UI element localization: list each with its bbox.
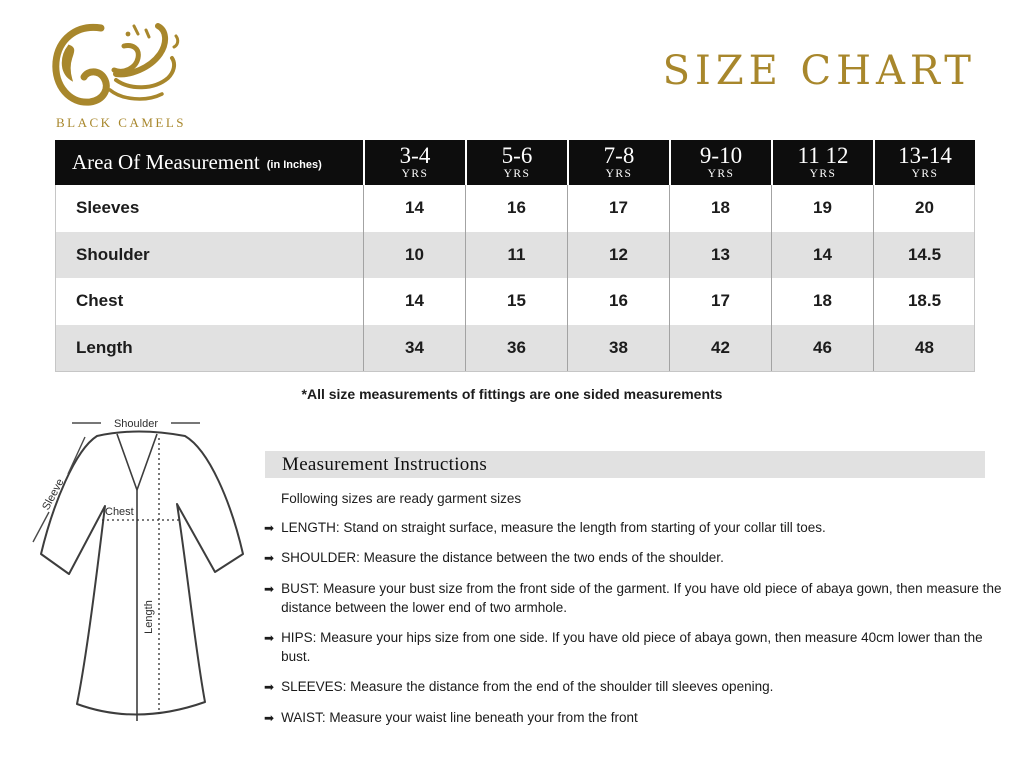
table-row bbox=[56, 232, 974, 279]
size-table bbox=[55, 140, 975, 372]
measurement-value: 11 bbox=[465, 232, 567, 279]
measurement-value: 14 bbox=[771, 232, 873, 279]
diagram-length-label: Length bbox=[143, 600, 155, 634]
instruction-item bbox=[264, 709, 1012, 728]
measurement-value: 14.5 bbox=[873, 232, 975, 279]
arrow-bullet-icon: ➡ bbox=[264, 581, 275, 596]
diagram-shoulder-label: Shoulder bbox=[113, 418, 159, 430]
diagram-chest-label: Chest bbox=[105, 506, 134, 518]
instruction-text: LENGTH: Stand on straight surface, measure the length from starting of your collar till toes. bbox=[281, 520, 826, 535]
measurement-value: 18.5 bbox=[873, 278, 975, 325]
measurement-value: 12 bbox=[567, 232, 669, 279]
instruction-item bbox=[264, 629, 1012, 667]
measurement-value: 34 bbox=[363, 325, 465, 372]
page-title: SIZE CHART bbox=[662, 48, 976, 94]
instruction-text: BUST: Measure your bust size from the front side of the garment. If you have old piece of abaya gown, then measure the distance between the lower end of two armhole. bbox=[281, 580, 1002, 615]
measurement-value: 15 bbox=[465, 278, 567, 325]
size-footnote: *All size measurements of fittings are one sided measurements bbox=[301, 386, 723, 402]
age-unit: YRS bbox=[503, 168, 531, 181]
table-row bbox=[56, 278, 974, 325]
measurement-value: 13 bbox=[669, 232, 771, 279]
measurement-value: 14 bbox=[363, 185, 465, 232]
brand-logo bbox=[45, 20, 197, 131]
instruction-text: HIPS: Measure your hips size from one side. If you have old piece of abaya gown, then measure 40cm lower than the bust. bbox=[281, 630, 983, 664]
measurement-value: 42 bbox=[669, 325, 771, 372]
measurement-value: 18 bbox=[669, 185, 771, 232]
brand-logo-calligraphy-icon bbox=[46, 20, 196, 112]
measurement-value: 46 bbox=[771, 325, 873, 372]
table-row bbox=[56, 325, 974, 372]
units-label: (in Inches) bbox=[266, 159, 322, 171]
instruction-item bbox=[264, 580, 1012, 618]
age-column-header bbox=[873, 140, 975, 185]
measurement-value: 16 bbox=[567, 278, 669, 325]
measurement-value: 16 bbox=[465, 185, 567, 232]
instruction-text: WAIST: Measure your waist line beneath your from the front bbox=[281, 709, 638, 725]
instruction-text: SHOULDER: Measure the distance between the two ends of the shoulder. bbox=[281, 550, 724, 566]
age-column-header bbox=[669, 140, 771, 185]
arrow-bullet-icon: ➡ bbox=[264, 551, 275, 566]
table-row bbox=[56, 185, 974, 232]
arrow-bullet-icon: ➡ bbox=[264, 521, 275, 535]
age-unit: YRS bbox=[401, 168, 429, 181]
brand-name: BLACK CAMELS bbox=[55, 115, 187, 130]
arrow-bullet-icon: ➡ bbox=[264, 710, 275, 725]
measurement-area-label: Chest bbox=[76, 291, 124, 311]
measurement-value: 18 bbox=[771, 278, 873, 325]
size-table-area-header bbox=[55, 140, 363, 185]
age-range: 3-4 bbox=[399, 143, 431, 169]
age-unit: YRS bbox=[707, 168, 735, 181]
instructions-list bbox=[264, 519, 1012, 739]
measurement-value: 17 bbox=[567, 185, 669, 232]
age-column-header bbox=[465, 140, 567, 185]
measurement-value: 10 bbox=[363, 232, 465, 279]
age-range: 5-6 bbox=[501, 143, 533, 169]
measurement-instructions-header bbox=[265, 451, 985, 478]
instruction-text: SLEEVES: Measure the distance from the end of the shoulder till sleeves opening. bbox=[281, 679, 774, 695]
measurement-value: 38 bbox=[567, 325, 669, 372]
area-of-measurement-label: Area Of Measurement bbox=[72, 150, 260, 174]
instructions-intro: Following sizes are ready garment sizes bbox=[281, 491, 522, 506]
instruction-item bbox=[264, 519, 1012, 538]
size-table-body bbox=[55, 185, 975, 372]
age-range: 9-10 bbox=[699, 143, 743, 169]
size-table-header bbox=[55, 140, 975, 185]
garment-measurement-diagram bbox=[25, 412, 260, 760]
age-column-header bbox=[363, 140, 465, 185]
measurement-value: 19 bbox=[771, 185, 873, 232]
instruction-item bbox=[264, 678, 1012, 697]
measurement-area-label: Shoulder bbox=[76, 244, 150, 264]
age-unit: YRS bbox=[605, 168, 633, 181]
age-range: 11 12 bbox=[797, 143, 849, 169]
age-range: 7-8 bbox=[603, 143, 635, 169]
measurement-area-label: Length bbox=[76, 337, 133, 357]
measurement-value: 36 bbox=[465, 325, 567, 372]
age-range: 13-14 bbox=[898, 143, 952, 169]
age-column-header bbox=[771, 140, 873, 185]
instruction-item bbox=[264, 549, 1012, 568]
age-column-header bbox=[567, 140, 669, 185]
measurement-value: 14 bbox=[363, 278, 465, 325]
measurement-area-label: Sleeves bbox=[76, 198, 140, 218]
measurement-value: 20 bbox=[873, 185, 975, 232]
measurement-instructions-title: Measurement Instructions bbox=[282, 453, 488, 475]
age-unit: YRS bbox=[809, 168, 837, 181]
arrow-bullet-icon: ➡ bbox=[264, 680, 275, 695]
measurement-value: 48 bbox=[873, 325, 975, 372]
age-unit: YRS bbox=[911, 168, 939, 181]
measurement-value: 17 bbox=[669, 278, 771, 325]
diagram-sleeve-label: Sleeve bbox=[40, 476, 67, 513]
arrow-bullet-icon: ➡ bbox=[264, 631, 275, 646]
